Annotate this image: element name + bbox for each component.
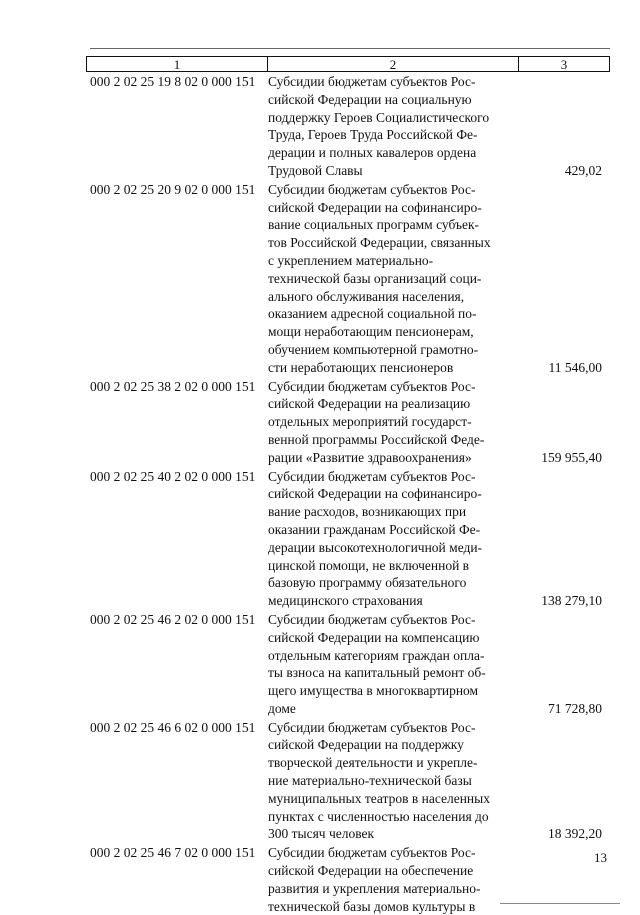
description-line: Субсидии бюджетам субъектов Рос- [268, 845, 476, 861]
description-line: базовую программу обязательного [268, 575, 467, 591]
description-line: сийской Федерации на реализацию [268, 396, 471, 412]
description-line: творческой деятельности и укрепле- [268, 755, 478, 771]
description-line: дерации высокотехнологичной меди- [268, 539, 483, 555]
budget-code: 000 2 02 25 38 2 02 0 000 151 [90, 378, 256, 394]
description-line: Субсидии бюджетам субъектов Рос- [268, 468, 476, 484]
header-col-2: 2 [268, 57, 519, 71]
description-line: сийской Федерации на социальную [268, 91, 472, 107]
description-line: ального обслуживания населения, [268, 288, 465, 304]
description-line: рации «Развитие здравоохранения» [268, 449, 472, 465]
description-line: ние материально-технической базы [268, 773, 472, 789]
page-number: 13 [594, 850, 607, 865]
table-row [90, 843, 610, 915]
description-line: Субсидии бюджетам субъектов Рос- [268, 74, 476, 89]
table-row [90, 610, 610, 718]
header-col-3: 3 [560, 56, 568, 72]
description [268, 72, 504, 180]
description [268, 843, 504, 915]
description [268, 467, 504, 610]
table-body [90, 72, 610, 915]
description-line: с укреплением материально- [268, 252, 434, 268]
bottom-rule [500, 903, 620, 904]
description-line: медицинского страхования [268, 593, 423, 609]
description-line: доме [268, 700, 296, 716]
description-line: Субсидии бюджетам субъектов Рос- [268, 378, 476, 394]
budget-code: 000 2 02 25 20 9 02 0 000 151 [90, 181, 256, 197]
description [268, 610, 504, 718]
top-rule [90, 48, 610, 49]
amount: 18 392,20 [548, 826, 602, 842]
description-line: сти неработающих пенсионеров [268, 359, 454, 375]
description-line: мощи неработающим пенсионерам, [268, 324, 474, 340]
amount: 429,02 [564, 162, 602, 178]
description-line: Субсидии бюджетам субъектов Рос- [268, 719, 476, 735]
description-line: отдельным категориям граждан опла- [268, 647, 485, 663]
description [268, 377, 504, 467]
description-line: оказанием адресной социальной по- [268, 306, 477, 322]
description-line: венной программы Российской Феде- [268, 431, 485, 447]
description-line: пунктах с численностью населения до [268, 808, 489, 824]
budget-code: 000 2 02 25 46 2 02 0 000 151 [90, 611, 256, 627]
description-line: обучением компьютерной грамотно- [268, 341, 479, 357]
description-line: сийской Федерации на обеспечение [268, 863, 474, 879]
description-line: сийской Федерации на компенсацию [268, 629, 480, 645]
description-line: Субсидии бюджетам субъектов Рос- [268, 611, 476, 627]
description-line: муниципальных театров в населенных [268, 790, 490, 806]
table-row [90, 718, 610, 844]
description [268, 718, 504, 844]
budget-code: 000 2 02 25 46 6 02 0 000 151 [90, 719, 256, 735]
amount: 11 546,00 [548, 359, 602, 375]
description-line: сийской Федерации на софинансиро- [268, 199, 482, 215]
description-line: сийской Федерации на софинансиро- [268, 486, 482, 502]
description-line: отдельных мероприятий государст- [268, 414, 472, 430]
amount: 138 279,10 [541, 593, 602, 609]
description-line: оказании гражданам Российской Фе- [268, 521, 481, 537]
header-col-1: 1 [87, 57, 268, 71]
amount: 71 728,80 [548, 700, 602, 716]
description-line: дерации и полных кавалеров ордена [268, 145, 477, 161]
budget-code: 000 2 02 25 46 7 02 0 000 151 [90, 845, 256, 861]
description-line: ты взноса на капитальный ремонт об- [268, 665, 486, 681]
description-line: цинской помощи, не включенной в [268, 557, 470, 573]
budget-code: 000 2 02 25 19 8 02 0 000 151 [90, 74, 256, 89]
description-line: технической базы домов культуры в [268, 898, 476, 914]
description-line: технической базы организаций соци- [268, 270, 482, 286]
description-line: вание социальных программ субъек- [268, 217, 480, 233]
table-row [90, 180, 610, 377]
description-line: Субсидии бюджетам субъектов Рос- [268, 181, 476, 197]
table-row [90, 377, 610, 467]
description-line: тов Российской Федерации, связанных [268, 235, 491, 251]
table-row [90, 72, 610, 180]
table-row [90, 467, 610, 610]
description-line: вание расходов, возникающих при [268, 504, 467, 520]
description-line: развития и укрепления материально- [268, 880, 481, 896]
description-line: Трудовой Славы [268, 162, 363, 178]
description-line: 300 тысяч человек [268, 826, 375, 842]
description-line: щего имущества в многоквартирном [268, 683, 479, 699]
description-line: поддержку Героев Социалистического [268, 109, 490, 125]
description-line: сийской Федерации на поддержку [268, 737, 464, 753]
amount: 159 955,40 [541, 449, 602, 465]
budget-code: 000 2 02 25 40 2 02 0 000 151 [90, 468, 256, 484]
description-line: Труда, Героев Труда Российской Фе- [268, 127, 478, 143]
description [268, 180, 504, 377]
table-header [86, 56, 610, 72]
